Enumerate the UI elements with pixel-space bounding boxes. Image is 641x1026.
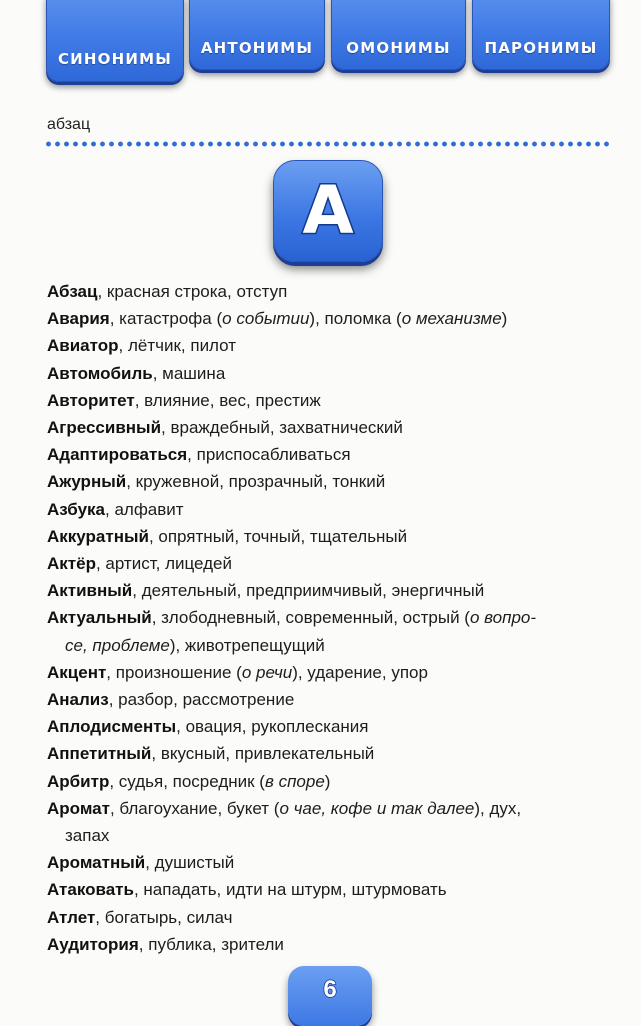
- entry-synonyms: , влияние, вес, престиж: [134, 390, 321, 410]
- entry-usage-note: се, проблеме: [65, 635, 170, 655]
- tab-homonyms-label: ОМОНИМЫ: [346, 39, 451, 57]
- entry-line: [47, 332, 622, 359]
- entry-synonyms: , деятельный, предприимчивый, энергичный: [132, 581, 485, 601]
- entry-synonyms: , лётчик, пилот: [118, 336, 237, 356]
- dictionary-entry: [47, 849, 622, 876]
- tab-synonyms[interactable]: [46, 0, 184, 82]
- entry-headword: Авиатор: [47, 336, 119, 356]
- tab-homonyms[interactable]: [331, 0, 466, 70]
- entry-line: [47, 632, 622, 659]
- entry-headword: Автомобиль: [47, 363, 153, 383]
- entry-line: [47, 523, 622, 550]
- dictionary-entry: [47, 305, 622, 332]
- tab-antonyms[interactable]: [189, 0, 325, 70]
- dictionary-entry: [47, 360, 622, 387]
- letter-badge: [273, 160, 383, 262]
- entry-line: [47, 496, 622, 523]
- entry-line: [47, 876, 622, 903]
- dictionary-entry: [47, 414, 622, 441]
- entry-line: [47, 414, 622, 441]
- entry-line: [47, 795, 622, 822]
- dictionary-entries: [47, 278, 622, 958]
- entry-synonyms: ), дух,: [474, 798, 522, 818]
- dictionary-entry: [47, 876, 622, 903]
- entry-synonyms: , злободневный, современный, острый (: [151, 608, 470, 628]
- dictionary-entry: [47, 550, 622, 577]
- dictionary-entry: [47, 332, 622, 359]
- entry-line: [47, 360, 622, 387]
- entry-headword: Актуальный: [47, 608, 152, 628]
- entry-headword: Авторитет: [47, 390, 135, 410]
- entry-headword: Акцент: [47, 662, 107, 682]
- entry-synonyms: , публика, зрители: [138, 934, 284, 954]
- entry-synonyms: , кружевной, прозрачный, тонкий: [126, 472, 386, 492]
- entry-line: [47, 849, 622, 876]
- entry-line: [47, 550, 622, 577]
- entry-synonyms: , машина: [152, 363, 226, 383]
- dictionary-entry: [47, 904, 622, 931]
- dictionary-entry: [47, 278, 622, 305]
- dictionary-entry: [47, 468, 622, 495]
- entry-headword: Аппетитный: [47, 744, 152, 764]
- dictionary-entry: [47, 496, 622, 523]
- dictionary-entry: [47, 387, 622, 414]
- entry-line: [47, 441, 622, 468]
- page-number-badge: [288, 966, 372, 1026]
- entry-synonyms: , вкусный, привлекательный: [151, 744, 375, 764]
- entry-headword: Актёр: [47, 554, 96, 574]
- entry-line: [47, 768, 622, 795]
- tab-antonyms-label: АНТОНИМЫ: [200, 39, 314, 57]
- entry-line: [47, 305, 622, 332]
- entry-synonyms: , артист, лицедей: [95, 554, 232, 574]
- dotted-divider: [44, 141, 610, 147]
- entry-usage-note: о речи: [241, 662, 293, 682]
- dictionary-entry: [47, 441, 622, 468]
- entry-synonyms: , опрятный, точный, тщательный: [148, 526, 408, 546]
- entry-synonyms: , нападать, идти на штурм, штурмовать: [133, 880, 447, 900]
- dictionary-entry: [47, 795, 622, 849]
- entry-synonyms: , овация, рукоплескания: [176, 717, 369, 737]
- entry-usage-note: в споре: [264, 771, 325, 791]
- dictionary-entry: [47, 523, 622, 550]
- entry-headword: Атаковать: [47, 880, 134, 900]
- entry-usage-note: о вопро-: [469, 608, 537, 628]
- running-head-word: абзац: [47, 116, 91, 133]
- entry-headword: Аплодисменты: [47, 717, 177, 737]
- entry-synonyms: ): [501, 309, 508, 329]
- dictionary-entry: [47, 713, 622, 740]
- entry-synonyms: , катастрофа (: [109, 309, 223, 329]
- entry-usage-note: о чае, кофе и так далее: [279, 798, 475, 818]
- entry-usage-note: о механизме: [401, 309, 502, 329]
- entry-synonyms: , благоухание, букет (: [109, 798, 280, 818]
- entry-line: [47, 604, 622, 631]
- entry-line: [47, 713, 622, 740]
- entry-line: [47, 822, 622, 849]
- entry-line: [47, 387, 622, 414]
- entry-headword: Ажурный: [47, 472, 127, 492]
- dictionary-entry: [47, 931, 622, 958]
- dictionary-entry: [47, 659, 622, 686]
- entry-headword: Активный: [47, 581, 133, 601]
- entry-line: [47, 468, 622, 495]
- entry-synonyms: , враждебный, захватнический: [161, 418, 403, 438]
- dictionary-entry: [47, 768, 622, 795]
- entry-synonyms: , произношение (: [106, 662, 242, 682]
- entry-synonyms: , красная строка, отступ: [97, 282, 288, 301]
- dictionary-entry: [47, 577, 622, 604]
- entry-synonyms: ): [324, 771, 331, 791]
- entry-headword: Абзац: [47, 282, 98, 301]
- entry-synonyms: , душистый: [145, 853, 235, 873]
- tab-paronyms-label: ПАРОНИМЫ: [484, 39, 598, 57]
- entry-headword: Адаптироваться: [47, 445, 188, 465]
- entry-synonyms: , судья, посредник (: [109, 771, 265, 791]
- entry-line: [47, 659, 622, 686]
- entry-line: [47, 686, 622, 713]
- dictionary-entry: [47, 686, 622, 713]
- section-letter: А: [302, 172, 354, 249]
- entry-synonyms: , приспосабливаться: [187, 445, 351, 465]
- entry-synonyms: ), ударение, упор: [292, 662, 428, 682]
- entry-headword: Аудитория: [47, 934, 139, 954]
- entry-synonyms: запах: [65, 826, 110, 846]
- entry-synonyms: , разбор, рассмотрение: [108, 690, 295, 710]
- tab-synonyms-label: СИНОНИМЫ: [57, 50, 173, 68]
- entry-line: [47, 577, 622, 604]
- entry-line: [47, 904, 622, 931]
- entry-synonyms: , алфавит: [105, 499, 184, 519]
- entry-headword: Атлет: [47, 907, 96, 927]
- entry-synonyms: ), поломка (: [309, 309, 402, 329]
- entry-synonyms: ), животрепещущий: [169, 635, 325, 655]
- entry-headword: Азбука: [47, 499, 105, 519]
- entry-line: [47, 278, 622, 305]
- entry-line: [47, 931, 622, 958]
- entry-headword: Авария: [47, 309, 110, 329]
- entry-synonyms: , богатырь, силач: [95, 907, 233, 927]
- page-number: 6: [323, 976, 337, 1003]
- entry-headword: Аромат: [47, 798, 110, 818]
- entry-headword: Ароматный: [47, 853, 146, 873]
- tab-paronyms[interactable]: [472, 0, 610, 70]
- entry-headword: Агрессивный: [47, 418, 162, 438]
- entry-headword: Арбитр: [47, 771, 110, 791]
- entry-headword: Анализ: [47, 690, 109, 710]
- section-tabs: [0, 0, 641, 90]
- entry-usage-note: о событии: [222, 309, 310, 329]
- entry-line: [47, 740, 622, 767]
- dictionary-entry: [47, 740, 622, 767]
- entry-headword: Аккуратный: [47, 526, 149, 546]
- dictionary-entry: [47, 604, 622, 658]
